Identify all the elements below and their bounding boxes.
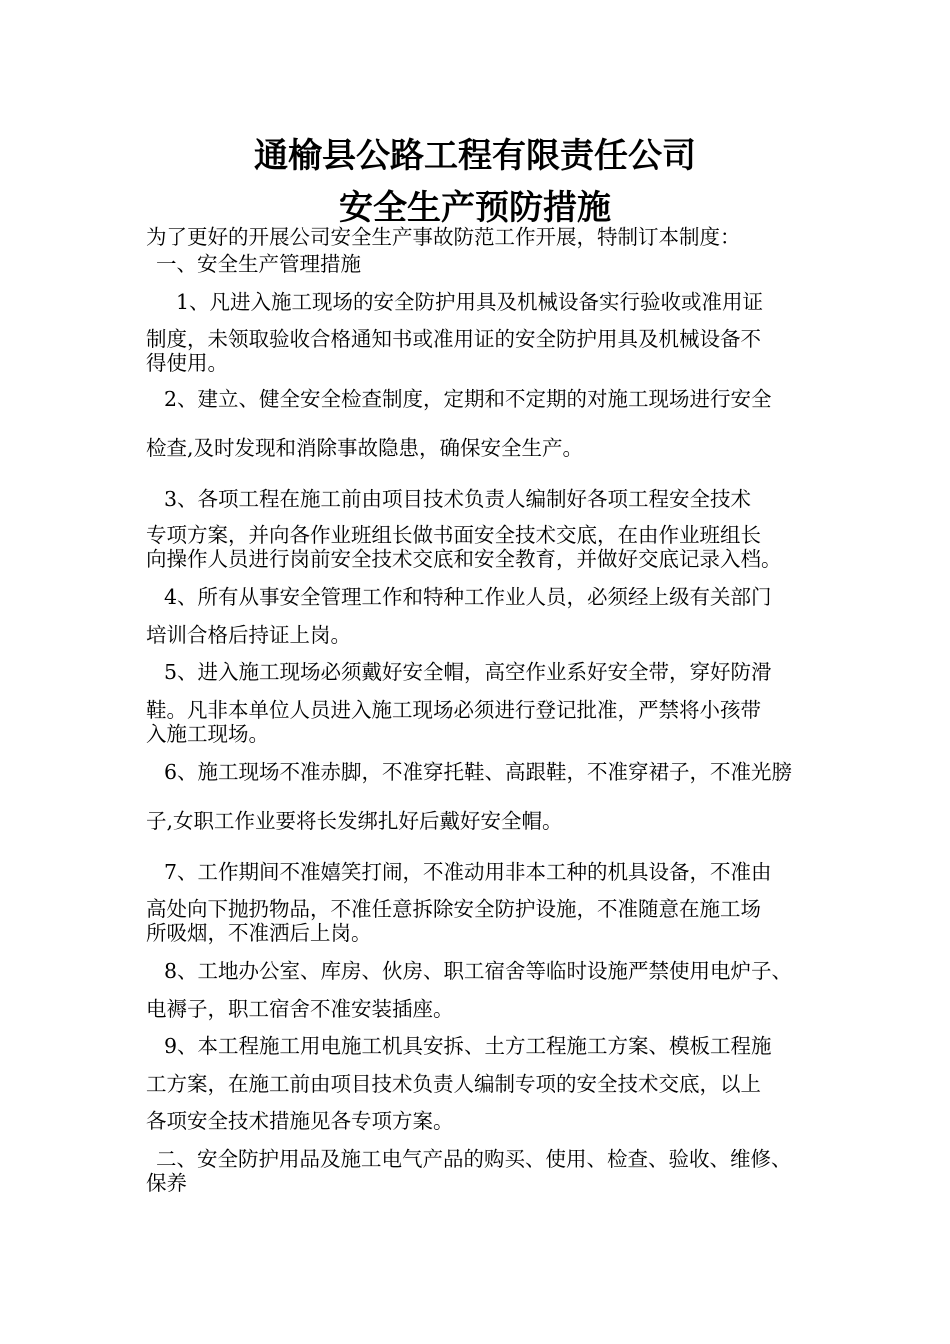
page-title-company: 通榆县公路工程有限责任公司 [254, 136, 696, 176]
body-line: 子,女职工作业要将长发绑扎好后戴好安全帽。 [146, 809, 563, 833]
body-line: 8、工地办公室、库房、伙房、职工宿舍等临时设施严禁使用电炉子、 [164, 959, 793, 983]
section-heading-1: 一、安全生产管理措施 [156, 252, 361, 276]
body-line: 入施工现场。 [146, 722, 269, 746]
body-line: 所吸烟，不准洒后上岗。 [146, 921, 372, 945]
body-line: 各项安全技术措施见各专项方案。 [146, 1109, 454, 1133]
body-line: 制度，未领取验收合格通知书或准用证的安全防护用具及机械设备不 [146, 327, 761, 351]
section-heading-2: 二、安全防护用品及施工电气产品的购买、使用、检查、验收、维修、 [156, 1147, 792, 1171]
body-line: 高处向下抛扔物品，不准任意拆除安全防护设施，不准随意在施工场 [146, 897, 761, 921]
body-line: 4、所有从事安全管理工作和特种工作业人员，必须经上级有关部门 [164, 585, 772, 609]
body-line: 1、凡进入施工现场的安全防护用具及机械设备实行验收或准用证 [176, 290, 764, 314]
intro-text: 为了更好的开展公司安全生产事故防范工作开展，特制订本制度： [146, 225, 741, 249]
body-line: 工方案，在施工前由项目技术负责人编制专项的安全技术交底，以上 [146, 1072, 761, 1096]
body-line: 专项方案，并向各作业班组长做书面安全技术交底，在由作业班组长 [146, 523, 761, 547]
body-line: 鞋。凡非本单位人员进入施工现场必须进行登记批准，严禁将小孩带 [146, 698, 761, 722]
body-line: 3、各项工程在施工前由项目技术负责人编制好各项工程安全技术 [164, 487, 752, 511]
body-line: 6、施工现场不准赤脚，不准穿托鞋、高跟鞋，不准穿裙子，不准光膀 [164, 760, 793, 784]
body-line: 9、本工程施工用电施工机具安拆、土方工程施工方案、模板工程施 [164, 1034, 772, 1058]
body-line: 5、进入施工现场必须戴好安全帽，高空作业系好安全带，穿好防滑 [164, 660, 772, 684]
body-line: 检查,及时发现和消除事故隐患，确保安全生产。 [146, 436, 584, 460]
page-title-subject: 安全生产预防措施 [339, 188, 611, 228]
body-line: 培训合格后持证上岗。 [146, 623, 351, 647]
body-line: 电褥子，职工宿舍不准安装插座。 [146, 997, 454, 1021]
body-line: 7、工作期间不准嬉笑打闹，不准动用非本工种的机具设备，不准由 [164, 860, 772, 884]
section-heading-2-continued: 保养 [146, 1171, 187, 1195]
body-line: 向操作人员进行岗前安全技术交底和安全教育，并做好交底记录入档。 [146, 547, 782, 571]
body-line: 2、建立、健全安全检查制度，定期和不定期的对施工现场进行安全 [164, 387, 772, 411]
body-line: 得使用。 [146, 351, 228, 375]
